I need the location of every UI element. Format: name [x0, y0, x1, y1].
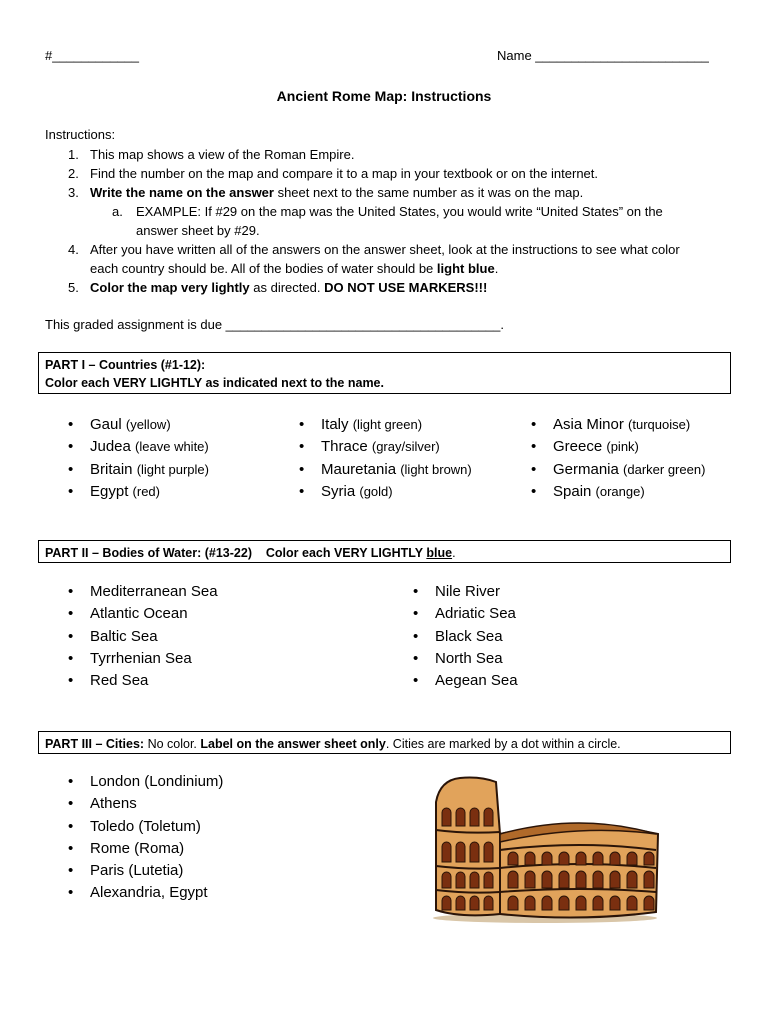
country-color: (gray/silver) — [371, 439, 440, 455]
country-name: Greece — [553, 438, 603, 456]
list-item — [68, 414, 209, 436]
list-item — [68, 481, 209, 503]
part3-label-instruction: Label on the answer sheet only — [200, 737, 386, 751]
number-blank: #____________ — [45, 48, 139, 63]
country-name: Asia Minor — [553, 416, 624, 433]
list-item — [68, 436, 209, 458]
item-number: 4. — [68, 242, 79, 257]
list-item — [299, 459, 472, 481]
country-name: Italy — [321, 416, 349, 433]
item-tail-text: . — [494, 261, 499, 276]
part3-no-color: No color. — [144, 737, 201, 751]
list-item: • Rome (Roma) — [68, 838, 223, 860]
list-item: • Black Sea — [413, 626, 518, 648]
country-name: Spain — [553, 482, 592, 500]
list-item: • Aegean Sea — [413, 670, 518, 692]
country-name: Gaul — [90, 416, 122, 433]
item-text: This map shows a view of the Roman Empire. — [90, 147, 355, 162]
list-item: • Mediterranean Sea — [68, 581, 218, 603]
item-number: 5. — [68, 280, 79, 295]
due-date-line: This graded assignment is due ______________________________________. — [45, 317, 505, 332]
item-number: 2. — [68, 166, 79, 181]
list-item: • Tyrrhenian Sea — [68, 648, 218, 670]
item-text — [90, 278, 708, 297]
item-plain-text: sheet next to the same number as it was on the map. — [273, 185, 584, 200]
item-plain-text: as directed. — [249, 280, 325, 295]
country-name: Mauretania — [321, 460, 397, 478]
country-name: Britain — [90, 460, 133, 478]
item-text — [90, 183, 708, 202]
name-blank: Name ________________________ — [497, 48, 709, 63]
list-item — [531, 481, 705, 503]
country-color: (yellow) — [125, 417, 171, 432]
instructions-label: Instructions: — [45, 127, 116, 142]
instructions-list — [68, 145, 708, 297]
part2-instruction-underlined: blue — [426, 546, 453, 560]
part1-subheading: Color each VERY LIGHTLY as indicated next to the name. — [45, 376, 384, 390]
country-color: (light green) — [352, 417, 423, 432]
country-color: (darker green) — [623, 461, 706, 477]
list-item — [531, 414, 705, 436]
country-color: (light purple) — [136, 461, 209, 477]
item-text: Find the number on the map and compare it to a map in your textbook or on the internet. — [90, 166, 599, 181]
country-color: (pink) — [606, 439, 639, 455]
list-item: • Adriatic Sea — [413, 603, 518, 625]
country-name: Syria — [321, 482, 356, 500]
instruction-item — [68, 240, 708, 278]
item-text — [90, 240, 708, 278]
city-list — [68, 771, 223, 905]
colosseum-icon — [430, 772, 660, 924]
instruction-item — [68, 278, 708, 297]
country-list-col3 — [531, 414, 705, 503]
part3-heading: PART III – Cities: — [45, 737, 145, 751]
item-bold-text: Write the name on the answer — [90, 185, 274, 200]
part2-heading: PART II – Bodies of Water: (#13-22) — [45, 546, 252, 560]
item-bold-text: light blue — [436, 261, 495, 276]
part1-heading-box — [38, 352, 731, 394]
part1-heading: PART I – Countries (#1-12): — [45, 358, 206, 372]
water-list-col1 — [68, 581, 218, 692]
list-item: • Toledo (Toletum) — [68, 816, 223, 838]
country-color: (light brown) — [400, 461, 472, 477]
list-item: • Nile River — [413, 581, 518, 603]
part2-instruction-text: Color each VERY LIGHTLY — [265, 546, 427, 560]
list-item: • Alexandria, Egypt — [68, 882, 223, 904]
instruction-item — [68, 183, 708, 202]
subitem-letter: a. — [112, 204, 123, 219]
list-item: • North Sea — [413, 648, 518, 670]
instruction-item — [68, 145, 708, 164]
item-number: 1. — [68, 147, 79, 162]
list-item: • Atlantic Ocean — [68, 603, 218, 625]
list-item — [299, 414, 472, 436]
list-item — [531, 459, 705, 481]
item-number: 3. — [68, 185, 79, 200]
item-bold-warning: DO NOT USE MARKERS!!! — [324, 280, 488, 295]
item-bold-text: Color the map very lightly — [90, 280, 250, 295]
country-color: (red) — [132, 483, 160, 499]
list-item: • Paris (Lutetia) — [68, 860, 223, 882]
item-plain-text: After you have written all of the answers on the answer sheet, look at the instructions to see what color each country should be. All of the bodies of water should be — [90, 242, 680, 276]
list-item — [68, 459, 209, 481]
instruction-subitem — [68, 202, 708, 240]
country-name: Egypt — [90, 482, 129, 500]
country-color: (leave white) — [135, 439, 209, 455]
page-title: Ancient Rome Map: Instructions — [276, 88, 492, 104]
part2-heading-box — [38, 540, 731, 563]
list-item — [299, 481, 472, 503]
country-list-col2 — [299, 414, 472, 503]
country-name: Germania — [553, 460, 619, 478]
country-color: (gold) — [359, 483, 393, 499]
part3-tail: . Cities are marked by a dot within a circle. — [385, 737, 621, 751]
list-item: • Athens — [68, 793, 223, 815]
part3-heading-box — [38, 731, 731, 754]
instruction-item — [68, 164, 708, 183]
list-item: • Baltic Sea — [68, 626, 218, 648]
list-item — [299, 436, 472, 458]
country-list-col1 — [68, 414, 209, 503]
country-name: Judea — [90, 438, 131, 456]
part2-instruction-tail: . — [452, 546, 456, 560]
country-color: (orange) — [595, 483, 645, 499]
list-item: • London (Londinium) — [68, 771, 223, 793]
list-item — [531, 436, 705, 458]
country-color: (turquoise) — [628, 417, 691, 432]
part2-instruction — [266, 546, 452, 560]
colosseum-illustration — [430, 772, 660, 924]
water-list-col2 — [413, 581, 518, 692]
list-item: • Red Sea — [68, 670, 218, 692]
subitem-text: EXAMPLE: If #29 on the map was the United States, you would write “United States” on the answer sheet by #29. — [136, 204, 663, 238]
country-name: Thrace — [321, 438, 368, 456]
